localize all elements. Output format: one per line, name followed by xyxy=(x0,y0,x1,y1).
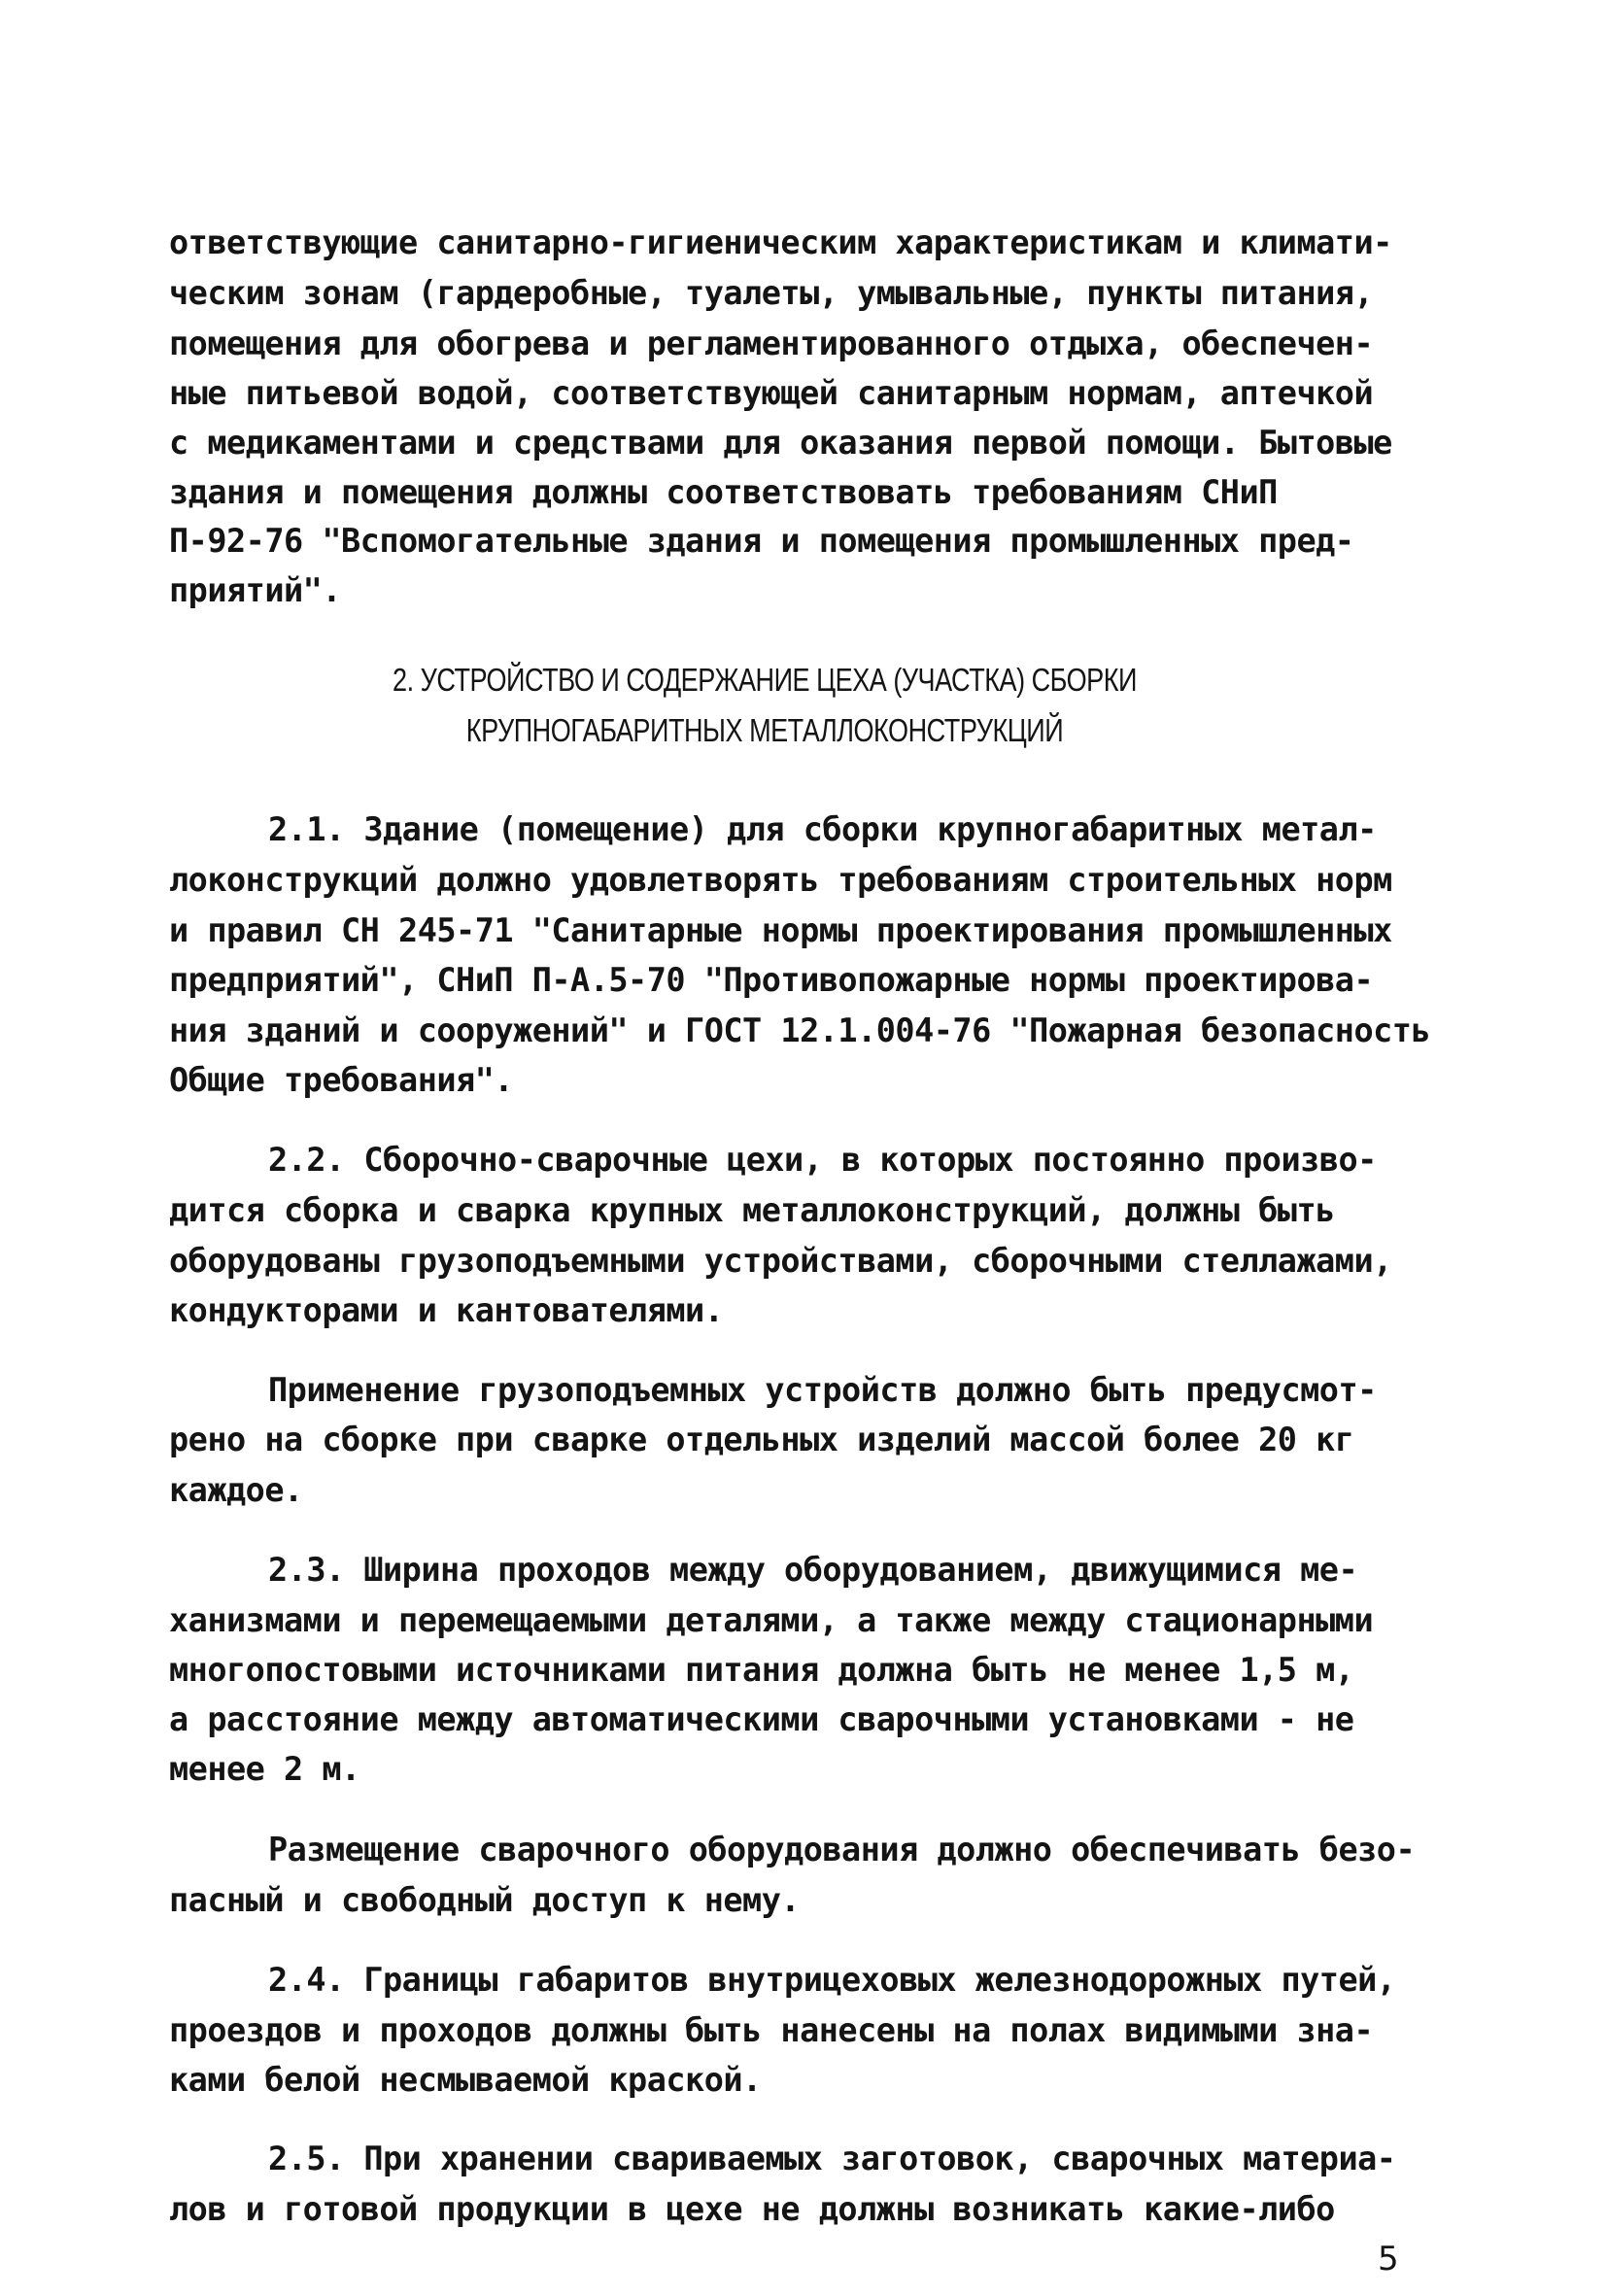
text-line: Применение грузоподъемных устройств должно быть предусмот- xyxy=(268,1371,1377,1409)
text-line: многопостовыми источниками питания должна быть не менее 1,5 м, xyxy=(169,1651,1354,1689)
text-line: дится сборка и сварка крупных металлоконструкций, должны быть xyxy=(169,1191,1335,1229)
text-line: приятий". xyxy=(169,571,342,609)
text-line: ками белой несмываемой краской. xyxy=(169,2061,762,2099)
section-heading-line: 2. УСТРОЙСТВО И СОДЕРЖАНИЕ ЦЕХА (УЧАСТКА) СБОРКИ xyxy=(393,662,1137,698)
text-line: проездов и проходов должны быть нанесены на полах видимыми зна- xyxy=(169,2011,1374,2049)
text-line: 2.4. Границы габаритов внутрицеховых железнодорожных путей, xyxy=(268,1961,1396,1999)
text-line: Общие требования". xyxy=(169,1061,514,1099)
text-line: ния зданий и сооружений" и ГОСТ 12.1.004-76 "Пожарная безопасность xyxy=(169,1011,1431,1049)
text-line: ные питьевой водой, соответствующей санитарным нормам, аптечкой xyxy=(169,374,1374,412)
text-line: с медикаментами и средствами для оказания первой помощи. Бытовые xyxy=(169,424,1392,462)
text-line: пасный и свободный доступ к нему. xyxy=(169,1881,801,1919)
text-line: предприятий", СНиП П-А.5-70 "Противопожарные нормы проектирова- xyxy=(169,961,1374,999)
text-line: П-92-76 "Вспомогательные здания и помещения промышленных пред- xyxy=(169,522,1354,560)
text-line: 2.3. Ширина проходов между оборудованием, движущимися ме- xyxy=(268,1551,1358,1589)
text-line: а расстояние между автоматическими сварочными установками - не xyxy=(169,1700,1354,1738)
text-line: здания и помещения должны соответствовать требованиям СНиП xyxy=(169,473,1278,511)
text-line: кондукторами и кантователями. xyxy=(169,1291,724,1329)
text-line: 2.1. Здание (помещение) для сборки крупногабаритных метал- xyxy=(268,810,1377,848)
section-heading-line: КРУПНОГАБАРИТНЫХ МЕТАЛЛОКОНСТРУКЦИЙ xyxy=(465,712,1064,748)
text-line: локонструкций должно удовлетворять требованиям строительных норм xyxy=(169,861,1392,899)
text-line: 2.5. При хранении свариваемых заготовок, сварочных материа- xyxy=(268,2140,1396,2177)
text-line: оборудованы грузоподъемными устройствами, сборочными стеллажами, xyxy=(169,1242,1392,1280)
text-line: каждое. xyxy=(169,1471,303,1509)
page-number: 5 xyxy=(1378,2240,1399,2279)
text-line: помещения для обогрева и регламентированного отдыха, обеспечен- xyxy=(169,325,1374,362)
text-line: лов и готовой продукции в цехе не должны возникать какие-либо xyxy=(169,2190,1335,2228)
text-line: 2.2. Сборочно-сварочные цехи, в которых постоянно произво- xyxy=(268,1141,1377,1179)
text-line: ханизмами и перемещаемыми деталями, а также между стационарными xyxy=(169,1601,1374,1639)
text-line: ответствующие санитарно-гигиеническим характеристикам и климати- xyxy=(169,223,1392,261)
text-line: и правил СН 245-71 "Санитарные нормы проектирования промышленных xyxy=(169,911,1392,949)
text-line: менее 2 м. xyxy=(169,1750,360,1788)
text-line: ческим зонам (гардеробные, туалеты, умывальные, пункты питания, xyxy=(169,274,1374,312)
text-line: Размещение сварочного оборудования должно обеспечивать безо- xyxy=(268,1831,1416,1868)
text-line: рено на сборке при сварке отдельных изделий массой более 20 кг xyxy=(169,1421,1354,1458)
